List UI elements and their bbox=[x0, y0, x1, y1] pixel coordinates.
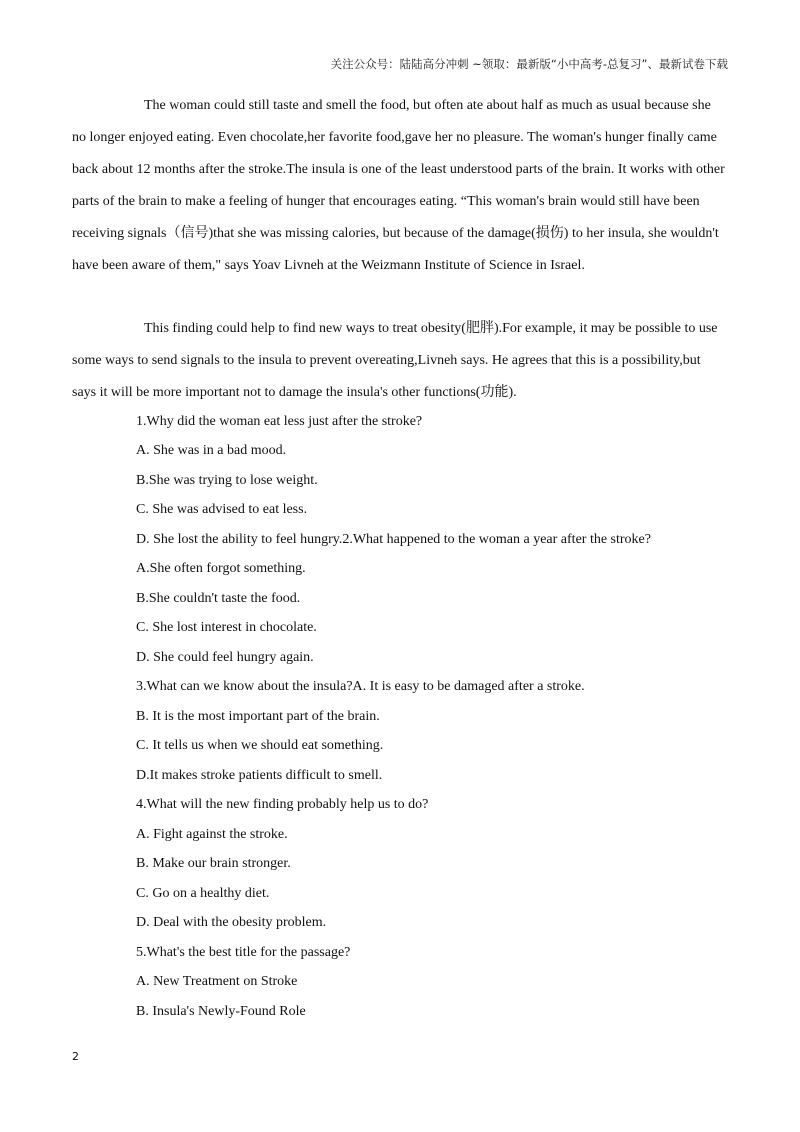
option-line: B. Insula's Newly-Found Role bbox=[136, 1004, 306, 1019]
paragraph-1-text: The woman could still taste and smell the food, but often ate about half as much as usual because she no longer enjoyed eating. Even chocolate,her favorite food,gave her no pleasure. The woman's hunger finally came back about 12 months after the stroke.The insula is one of the least understood parts of the brain. It works with other parts of the brain to make a feeling of hunger that encourages eating. “This woman's brain would still have been receiving signals（信号)that she was missing calories, but because of the damage(损伤) to her insula, she wouldn't have been aware of them," says Yoav Livneh at the Weizmann Institute of Science in Israel. bbox=[72, 98, 725, 273]
option-line: A. New Treatment on Stroke bbox=[136, 974, 298, 989]
option-line: C. She was advised to eat less. bbox=[136, 502, 308, 517]
option-line: A. Fight against the stroke. bbox=[136, 827, 288, 842]
page-number: 2 bbox=[72, 1050, 79, 1063]
option-line: C. Go on a healthy diet. bbox=[136, 886, 270, 901]
question-line: 5.What's the best title for the passage? bbox=[136, 945, 351, 960]
option-line: B.She couldn't taste the food. bbox=[136, 591, 301, 606]
option-line: D. She could feel hungry again. bbox=[136, 650, 314, 665]
option-line: A. She was in a bad mood. bbox=[136, 443, 287, 458]
paragraph-2-text: This finding could help to find new ways to treat obesity(肥胖).For example, it may be possible to use some ways to send signals to the insula to prevent overeating,Livneh says. He agrees that this is a possibility,but says it will be more important not to damage the insula's other functions(功能). bbox=[72, 321, 718, 400]
option-line: C. It tells us when we should eat something. bbox=[136, 738, 384, 753]
option-line: C. She lost interest in chocolate. bbox=[136, 620, 317, 635]
option-line: B. Make our brain stronger. bbox=[136, 856, 291, 871]
paragraph-1 bbox=[72, 90, 728, 282]
option-line: A.She often forgot something. bbox=[136, 561, 306, 576]
option-line: D.It makes stroke patients difficult to smell. bbox=[136, 768, 383, 783]
question-line: 1.Why did the woman eat less just after the stroke? bbox=[136, 414, 423, 429]
option-line: B.She was trying to lose weight. bbox=[136, 473, 318, 488]
option-line: B. It is the most important part of the brain. bbox=[136, 709, 380, 724]
page-header: 关注公众号：陆陆高分冲刺 ~领取：最新版“小中高考-总复习”、最新试卷下载 bbox=[330, 57, 728, 71]
option-line: D. She lost the ability to feel hungry.2.What happened to the woman a year after the stroke? bbox=[136, 532, 651, 547]
option-line: D. Deal with the obesity problem. bbox=[136, 915, 327, 930]
question-line: 4.What will the new finding probably help us to do? bbox=[136, 797, 429, 812]
question-line: 3.What can we know about the insula?A. It is easy to be damaged after a stroke. bbox=[136, 679, 585, 694]
paragraph-2 bbox=[72, 313, 728, 409]
